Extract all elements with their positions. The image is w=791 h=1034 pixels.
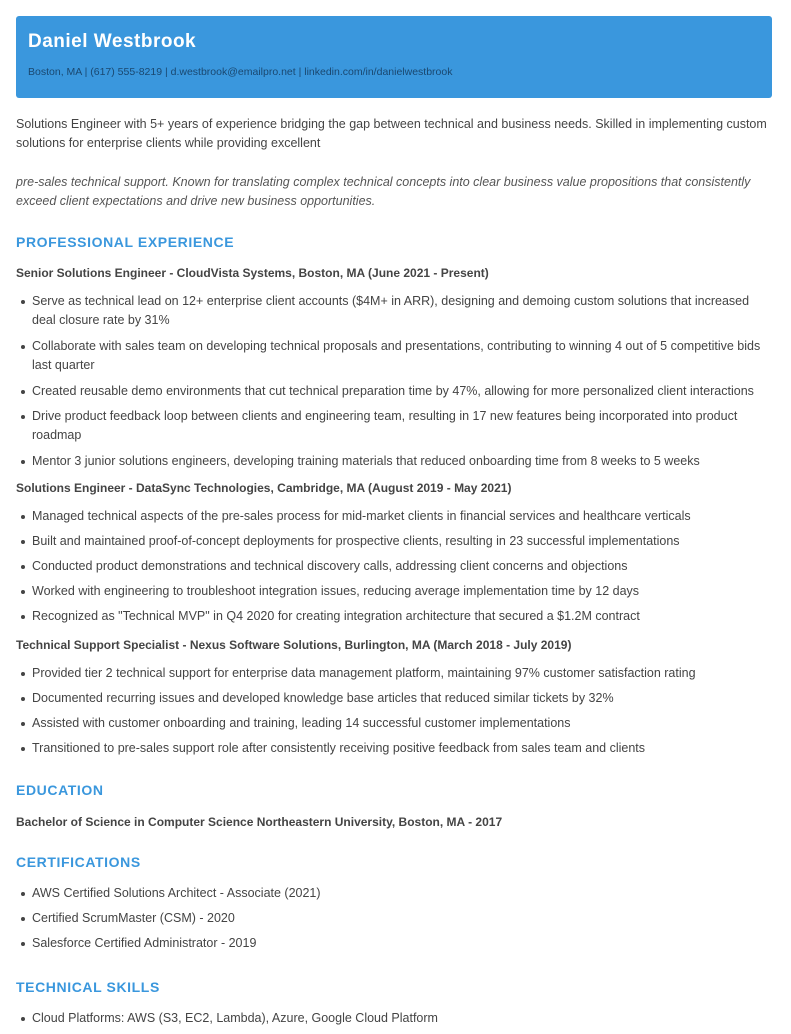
job-bullet <box>16 507 772 532</box>
bullet-icon <box>21 460 25 464</box>
job-bullet <box>16 664 772 689</box>
job-heading: Senior Solutions Engineer - CloudVista Systems, Boston, MA (June 2021 - Present) <box>16 266 489 280</box>
bullet-icon <box>21 390 25 394</box>
job-bullet-text: Transitioned to pre-sales support role after consistently receiving positive feedback from sales team and clients <box>32 741 646 755</box>
bullet-icon <box>21 515 25 519</box>
certifications-list <box>16 884 772 959</box>
bullet-icon <box>21 672 25 676</box>
certification-text: Salesforce Certified Administrator - 2019 <box>32 936 257 950</box>
job-bullet-list <box>16 664 772 764</box>
job-bullet <box>16 407 772 442</box>
job-bullet <box>16 452 772 477</box>
candidate-name: Daniel Westbrook <box>28 31 197 52</box>
bullet-icon <box>21 747 25 751</box>
job-bullet-list <box>16 507 772 632</box>
job-bullet <box>16 582 772 607</box>
job-bullet <box>16 532 772 557</box>
job-bullet <box>16 714 772 739</box>
education-degree: Bachelor of Science in Computer Science Northeastern University, Boston, MA - 2017 <box>16 815 503 829</box>
bullet-icon <box>21 345 25 349</box>
job-bullet-text: Managed technical aspects of the pre-sales process for mid-market clients in financial services and healthcare verticals <box>32 509 691 523</box>
bullet-icon <box>21 615 25 619</box>
skills-list <box>16 1009 772 1034</box>
job-bullet-text: Conducted product demonstrations and technical discovery calls, addressing client concerns and objections <box>32 559 628 573</box>
bullet-icon <box>21 300 25 304</box>
experience-section-title: PROFESSIONAL EXPERIENCE <box>16 234 235 250</box>
job-bullet <box>16 382 772 407</box>
job-bullet-text: Collaborate with sales team on developing technical proposals and presentations, contributing to winning 4 out of 5 competitive bids last quarter <box>32 339 761 372</box>
job-bullet-text: Documented recurring issues and developed knowledge base articles that reduced similar tickets by 32% <box>32 691 614 705</box>
job-bullet-text: Serve as technical lead on 12+ enterprise client accounts ($4M+ in ARR), designing and demoing custom solutions that increased deal closure rate by 31% <box>32 294 750 327</box>
bullet-icon <box>21 565 25 569</box>
job-bullet-text: Recognized as "Technical MVP" in Q4 2020 for creating integration architecture that secured a $1.2M contract <box>32 609 640 623</box>
job-heading: Solutions Engineer - DataSync Technologies, Cambridge, MA (August 2019 - May 2021) <box>16 481 512 495</box>
bullet-icon <box>21 917 25 921</box>
job-bullet-text: Built and maintained proof-of-concept deployments for prospective clients, resulting in 23 successful implementations <box>32 534 680 548</box>
bullet-icon <box>21 892 25 896</box>
job-bullet <box>16 292 772 327</box>
job-bullet-text: Worked with engineering to troubleshoot integration issues, reducing average implementation time by 12 days <box>32 584 640 598</box>
summary-paragraph-1: Solutions Engineer with 5+ years of experience bridging the gap between technical and business needs. Skilled in implementing custom solutions for enterprise clients while providing excellent <box>16 117 767 150</box>
job-bullet <box>16 689 772 714</box>
job-heading: Technical Support Specialist - Nexus Software Solutions, Burlington, MA (March 2018 - July 2019) <box>16 638 572 652</box>
resume-header <box>16 16 772 98</box>
bullet-icon <box>21 722 25 726</box>
job-bullet-text: Provided tier 2 technical support for enterprise data management platform, maintaining 97% customer satisfaction rating <box>32 666 696 680</box>
bullet-icon <box>21 1017 25 1021</box>
bullet-icon <box>21 540 25 544</box>
job-bullet-text: Mentor 3 junior solutions engineers, developing training materials that reduced onboarding time from 8 weeks to 5 weeks <box>32 454 700 468</box>
contact-info: Boston, MA | (617) 555-8219 | d.westbrook@emailpro.net | linkedin.com/in/danielwestbrook <box>28 66 453 78</box>
job-bullet-text: Created reusable demo environments that cut technical preparation time by 47%, allowing for more personalized client interactions <box>32 384 754 398</box>
skill-item <box>16 1009 772 1034</box>
certification-item <box>16 884 772 909</box>
bullet-icon <box>21 590 25 594</box>
job-bullet-text: Drive product feedback loop between clients and engineering team, resulting in 17 new features being incorporated into product roadmap <box>32 409 738 442</box>
bullet-icon <box>21 942 25 946</box>
job-bullet <box>16 607 772 632</box>
certification-text: Certified ScrumMaster (CSM) - 2020 <box>32 911 235 925</box>
job-bullet <box>16 739 772 764</box>
certifications-section-title: CERTIFICATIONS <box>16 854 141 870</box>
certification-item <box>16 909 772 934</box>
job-bullet-list <box>16 292 772 477</box>
bullet-icon <box>21 415 25 419</box>
certification-text: AWS Certified Solutions Architect - Associate (2021) <box>32 886 321 900</box>
skills-section-title: TECHNICAL SKILLS <box>16 979 160 995</box>
certification-item <box>16 934 772 959</box>
education-section-title: EDUCATION <box>16 782 104 798</box>
skill-text: Cloud Platforms: AWS (S3, EC2, Lambda), Azure, Google Cloud Platform <box>32 1011 438 1025</box>
bullet-icon <box>21 697 25 701</box>
job-bullet <box>16 337 772 372</box>
job-bullet <box>16 557 772 582</box>
summary-paragraph-2: pre-sales technical support. Known for translating complex technical concepts into clear business value propositions that consistently exceed client expectations and drive new business opportunities. <box>16 175 751 208</box>
job-bullet-text: Assisted with customer onboarding and training, leading 14 successful customer implementations <box>32 716 571 730</box>
